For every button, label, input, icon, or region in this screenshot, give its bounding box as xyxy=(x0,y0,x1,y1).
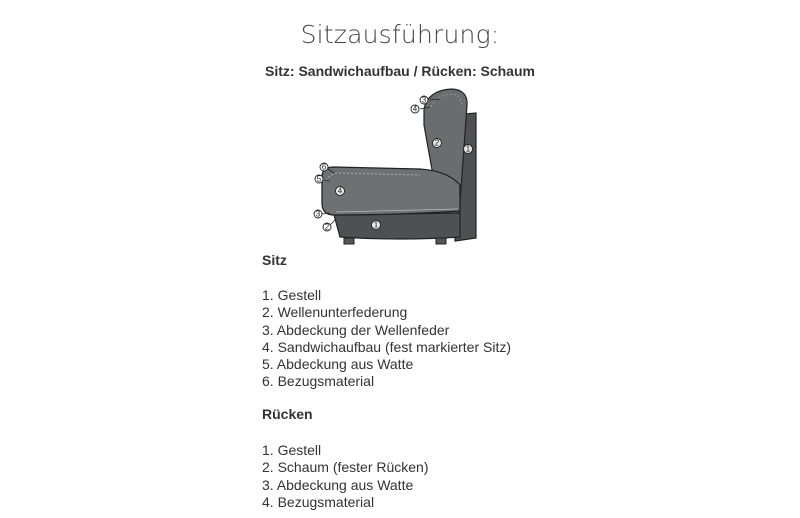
back-marker-2-label: 2 xyxy=(434,138,440,148)
seat-marker-3 xyxy=(314,210,322,219)
ruecken-list xyxy=(262,442,429,511)
list-item: 2. Wellenunterfederung xyxy=(262,304,408,321)
list-item: 4. Sandwichaufbau (fest markierter Sitz) xyxy=(262,338,511,355)
seat-marker-6 xyxy=(320,163,328,172)
seat-marker-5-label: 5 xyxy=(316,174,322,184)
seat-marker-1 xyxy=(372,221,381,230)
page-title: Sitzausführung: xyxy=(300,20,500,49)
sitz-heading: Sitz xyxy=(262,252,287,268)
seat-marker-5 xyxy=(315,175,323,184)
construction-subtitle: Sitz: Sandwichaufbau / Rücken: Schaum xyxy=(265,63,535,79)
front-foot xyxy=(344,238,354,244)
seat-marker-2 xyxy=(323,223,331,232)
list-item: 4. Bezugsmaterial xyxy=(262,493,375,510)
ruecken-heading: Rücken xyxy=(262,406,313,422)
back-marker-2 xyxy=(433,139,442,148)
seat-base-frame xyxy=(334,213,460,239)
seat-marker-4 xyxy=(336,187,345,196)
seat-marker-1-label: 1 xyxy=(373,220,379,230)
list-item: 6. Bezugsmaterial xyxy=(262,373,375,390)
list-item: 3. Abdeckung aus Watte xyxy=(262,476,414,493)
back-foot xyxy=(436,238,446,244)
back-marker-1-label: 1 xyxy=(465,144,471,154)
seat-marker-6-label: 6 xyxy=(321,162,327,172)
list-item: 5. Abdeckung aus Watte xyxy=(262,356,414,373)
back-marker-3 xyxy=(420,96,428,105)
seat-marker-2-label: 2 xyxy=(324,222,330,232)
back-marker-4 xyxy=(411,105,419,114)
seat-marker-3-label: 3 xyxy=(315,209,321,219)
list-item: 1. Gestell xyxy=(262,442,322,458)
back-marker-3-label: 3 xyxy=(421,95,427,105)
list-item: 3. Abdeckung der Wellenfeder xyxy=(262,321,450,338)
back-marker-1 xyxy=(464,145,473,154)
seat-cross-section-diagram xyxy=(300,85,500,250)
list-item: 1. Gestell xyxy=(262,287,322,303)
back-marker-4-label: 4 xyxy=(412,104,418,114)
list-item: 2. Schaum (fester Rücken) xyxy=(262,459,429,476)
seat-marker-4-label: 4 xyxy=(337,186,343,196)
sitz-list xyxy=(262,287,511,391)
